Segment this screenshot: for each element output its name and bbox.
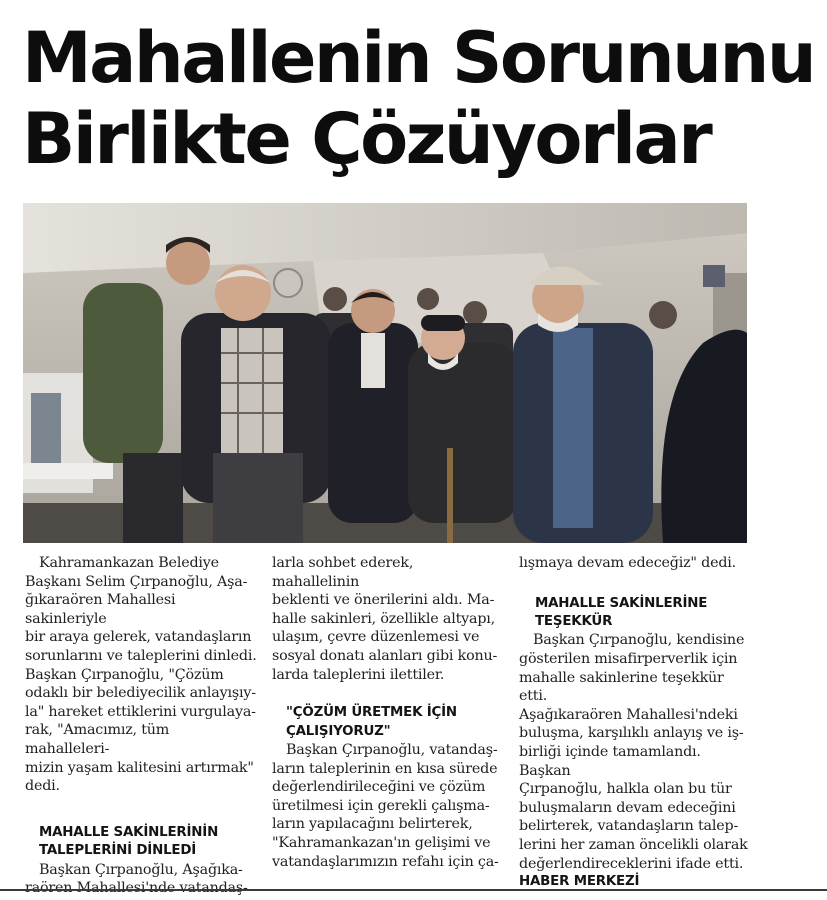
article-column-3 bbox=[519, 554, 751, 892]
article-column-2 bbox=[272, 554, 504, 871]
paragraph-cozum: Başkan Çırpanoğlu, vatandaş- ların taleplerinin en kısa sürede değerlendirileceğini ve çözüm üretilmesi için gerekli çalışma- ların yapılacağını belirterek, "Kahramankazan'ın gelişimi ve vatandaşlarımızın refahı için ça- bbox=[272, 741, 499, 870]
bottom-divider bbox=[0, 889, 827, 891]
group-photo-icon bbox=[23, 203, 747, 543]
subheading-cozum: "ÇÖZÜM ÜRETMEK İÇİN ÇALIŞIYORUZ" bbox=[286, 705, 457, 739]
news-photo bbox=[23, 203, 747, 543]
headline-line-2: Birlikte Çözüyorlar bbox=[22, 98, 711, 180]
article-column-1 bbox=[25, 554, 257, 898]
paragraph-continuation: larla sohbet ederek, mahallelinin beklenti ve önerilerini aldı. Ma- halle sakinleri, özellikle altyapı, ulaşım, çevre düzenlemesi ve sosyal donatı alanları gibi konu- larda taleplerini ilettiler. bbox=[272, 555, 498, 683]
paragraph-talepleri: Başkan Çırpanoğlu, Aşağıka- bbox=[39, 861, 243, 878]
subheading-tesekkur: MAHALLE SAKİNLERİNE TEŞEKKÜR bbox=[535, 595, 708, 629]
headline bbox=[22, 17, 815, 180]
headline-line-1: Mahallenin Sorununu bbox=[22, 17, 815, 99]
byline: HABER MERKEZİ bbox=[519, 874, 640, 890]
paragraph-intro: Kahramankazan Belediye Başkanı Selim Çırpanoğlu, Aşa- ğıkaraören Mahallesi sakinleriyle bir araya gelerek, vatandaşların sorunlarını ve taleplerini dinledi. Başkan Çırpanoğlu, "Çözüm odaklı bir belediyecilik anlayışıy- la" hareket ettiklerini vurgulaya- rak, "Amacımız, tüm mahalleleri- mizin yaşam kalitesini artırmak" dedi. bbox=[25, 555, 257, 795]
subheading-talepleri: MAHALLE SAKİNLERİNİN TALEPLERİNİ DİNLEDİ bbox=[39, 824, 219, 859]
paragraph-quote-end: lışmaya devam edeceğiz" dedi. bbox=[519, 555, 737, 571]
paragraph-tesekkur: Başkan Çırpanoğlu, kendisine gösterilen misafirperverlik için mahalle sakinlerine teşekkür etti. Aşağıkaraören Mahallesi'ndeki buluşma, karşılıklı anlayış ve iş- birliği içinde tamamlandı. Başkan Çırpanoğlu, halkla olan bu tür buluşmaların devam edeceğini belirterek, vatandaşların talep- lerini her zaman öncelikli olarak değerlendireceklerini ifade etti. bbox=[519, 632, 748, 872]
